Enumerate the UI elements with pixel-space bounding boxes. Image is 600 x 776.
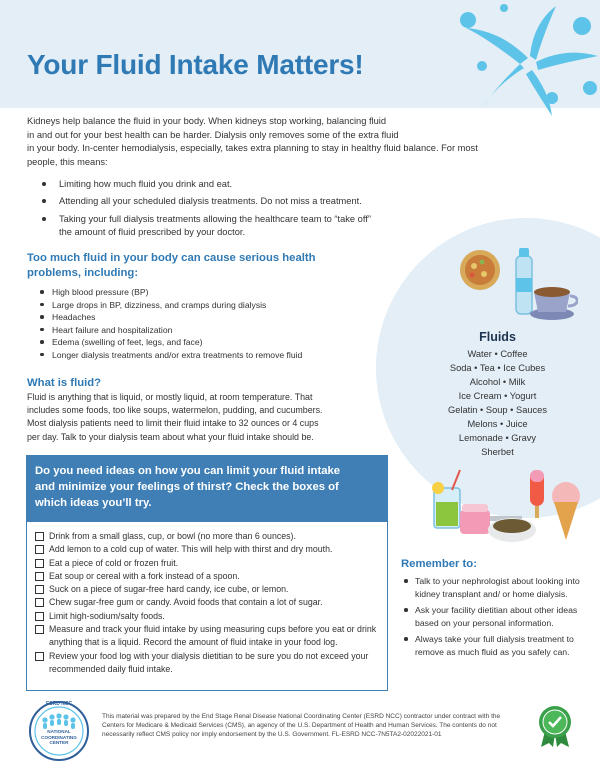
checklist-item: Limit high-sodium/salty foods. xyxy=(35,610,381,623)
fluids-list xyxy=(405,330,590,459)
remember-title: Remember to: xyxy=(401,558,477,570)
list-item: Taking your full dialysis treatments allowing the healthcare team to “take off” the amount of fluid prescribed by your doctor. xyxy=(40,213,440,240)
fluids-line: Ice Cream • Yogurt xyxy=(458,391,537,401)
problems-list xyxy=(38,286,368,361)
ideas-checklist-box xyxy=(26,455,388,691)
intro-paragraph xyxy=(27,115,562,169)
section-heading-what-is-fluid: What is fluid? xyxy=(27,377,102,389)
fluids-line: Melons • Juice xyxy=(467,419,528,429)
checkbox[interactable] xyxy=(35,585,44,594)
water-splash-icon xyxy=(440,0,600,118)
fluids-title: Fluids xyxy=(479,330,516,344)
checkbox[interactable] xyxy=(35,625,44,634)
list-item: Heart failure and hospitalization xyxy=(38,324,368,337)
means-list xyxy=(40,178,440,240)
fluids-line: Gelatin • Soup • Sauces xyxy=(447,405,548,415)
checklist-item: Suck on a piece of sugar-free hard candy, ice cube, or lemon. xyxy=(35,583,381,596)
checkbox[interactable] xyxy=(35,652,44,661)
intro-line: in and out for your best health can be harder. Dialysis only removes some of the extra fluid xyxy=(27,129,399,140)
list-item: Talk to your nephrologist about looking into kidney transplant and/ or home dialysis. xyxy=(401,575,581,600)
checkbox[interactable] xyxy=(35,532,44,541)
checklist-item: Drink from a small glass, cup, or bowl (no more than 6 ounces). xyxy=(35,530,381,543)
logo-abbreviation: ESRD NCC xyxy=(45,701,73,707)
section-heading-serious-problems: Too much fluid in your body can cause serious health problems, including: xyxy=(27,252,316,279)
soup-water-coffee-illustration xyxy=(458,244,578,326)
list-item: Longer dialysis treatments and/or extra treatments to remove fluid xyxy=(38,349,368,362)
list-item: Large drops in BP, dizziness, and cramps during dialysis xyxy=(38,299,368,312)
list-item: High blood pressure (BP) xyxy=(38,286,368,299)
list-item: Limiting how much fluid you drink and eat. xyxy=(40,178,440,191)
checklist-item: Review your food log with your dialysis dietitian to be sure you do not exceed your recommended daily fluid intake. xyxy=(35,650,381,677)
checkbox[interactable] xyxy=(35,612,44,621)
paragraph-line: Most dialysis patients need to limit their fluid intake to 32 ounces or 4 cups xyxy=(27,418,319,429)
checklist-item: Eat a piece of cold or frozen fruit. xyxy=(35,557,381,570)
footer-disclaimer: This material was prepared by the End Stage Renal Disease National Coordinating Center (ESRD NCC) contractor under contract with the Centers for Medicare & Medicaid Services (CMS), an agency of the U.S. Department of Health and Human Services. The contents do not necessarily reflect CMS policy nor imply endorsement by the U.S. Government. FL-ESRD NCC-7N5TA2-02022021-01 xyxy=(102,713,501,738)
fluids-line: Sherbet xyxy=(481,447,514,457)
list-item: Headaches xyxy=(38,311,368,324)
checkbox[interactable] xyxy=(35,559,44,568)
ideas-box-heading: Do you need ideas on how you can limit your fluid intake and minimize your feelings of thirst? Check the boxes of which ideas you’ll try. xyxy=(27,456,387,522)
paragraph-line: per day. Talk to your dialysis team about what your fluid intake should be. xyxy=(27,431,314,442)
list-item: Attending all your scheduled dialysis treatments. Do not miss a treatment. xyxy=(40,195,440,208)
paragraph-line: includes some foods, too like soups, watermelon, pudding, and cucumbers. xyxy=(27,405,323,416)
list-item: Edema (swelling of feet, legs, and face) xyxy=(38,336,368,349)
fluids-line: Soda • Tea • Ice Cubes xyxy=(449,363,546,373)
remember-section xyxy=(401,558,581,663)
intro-line: in your body. In-center hemodialysis, especially, takes extra planning to stay in healthy fluid balance. For most xyxy=(27,143,478,154)
checkbox[interactable] xyxy=(35,545,44,554)
list-item: Always take your full dialysis treatment to remove as much fluid as you safely can. xyxy=(401,633,581,658)
fluids-line: Alcohol • Milk xyxy=(469,377,526,387)
checklist-item: Add lemon to a cold cup of water. This will help with thirst and dry mouth. xyxy=(35,543,381,556)
list-item: Ask your facility dietitian about other ideas based on your personal information. xyxy=(401,604,581,629)
ideas-checklist xyxy=(35,530,381,676)
intro-line: people, this means: xyxy=(27,156,108,167)
checklist-item: Eat soup or cereal with a fork instead of a spoon. xyxy=(35,570,381,583)
checkbox[interactable] xyxy=(35,598,44,607)
logo-name: NATIONAL COORDINATING CENTER xyxy=(41,729,77,745)
checkbox[interactable] xyxy=(35,572,44,581)
checklist-item: Measure and track your fluid intake by using measuring cups before you eat or drink anything that is a liquid. Record the amount of fluid intake in your food log. xyxy=(35,623,381,650)
checklist-item: Chew sugar-free gum or candy. Avoid foods that contain a lot of sugar. xyxy=(35,596,381,609)
what-is-fluid-paragraph xyxy=(27,391,367,444)
page-title: Your Fluid Intake Matters! xyxy=(27,49,364,80)
paragraph-line: Fluid is anything that is liquid, or mostly liquid, at room temperature. That xyxy=(27,392,313,402)
award-ribbon-badge-icon xyxy=(535,703,575,747)
intro-line: Kidneys help balance the fluid in your body. When kidneys stop working, balancing fluid xyxy=(27,116,387,126)
fluids-line: Lemonade • Gravy xyxy=(458,433,537,443)
drinks-desserts-illustration xyxy=(426,466,586,552)
fluids-line: Water • Coffee xyxy=(467,349,528,359)
